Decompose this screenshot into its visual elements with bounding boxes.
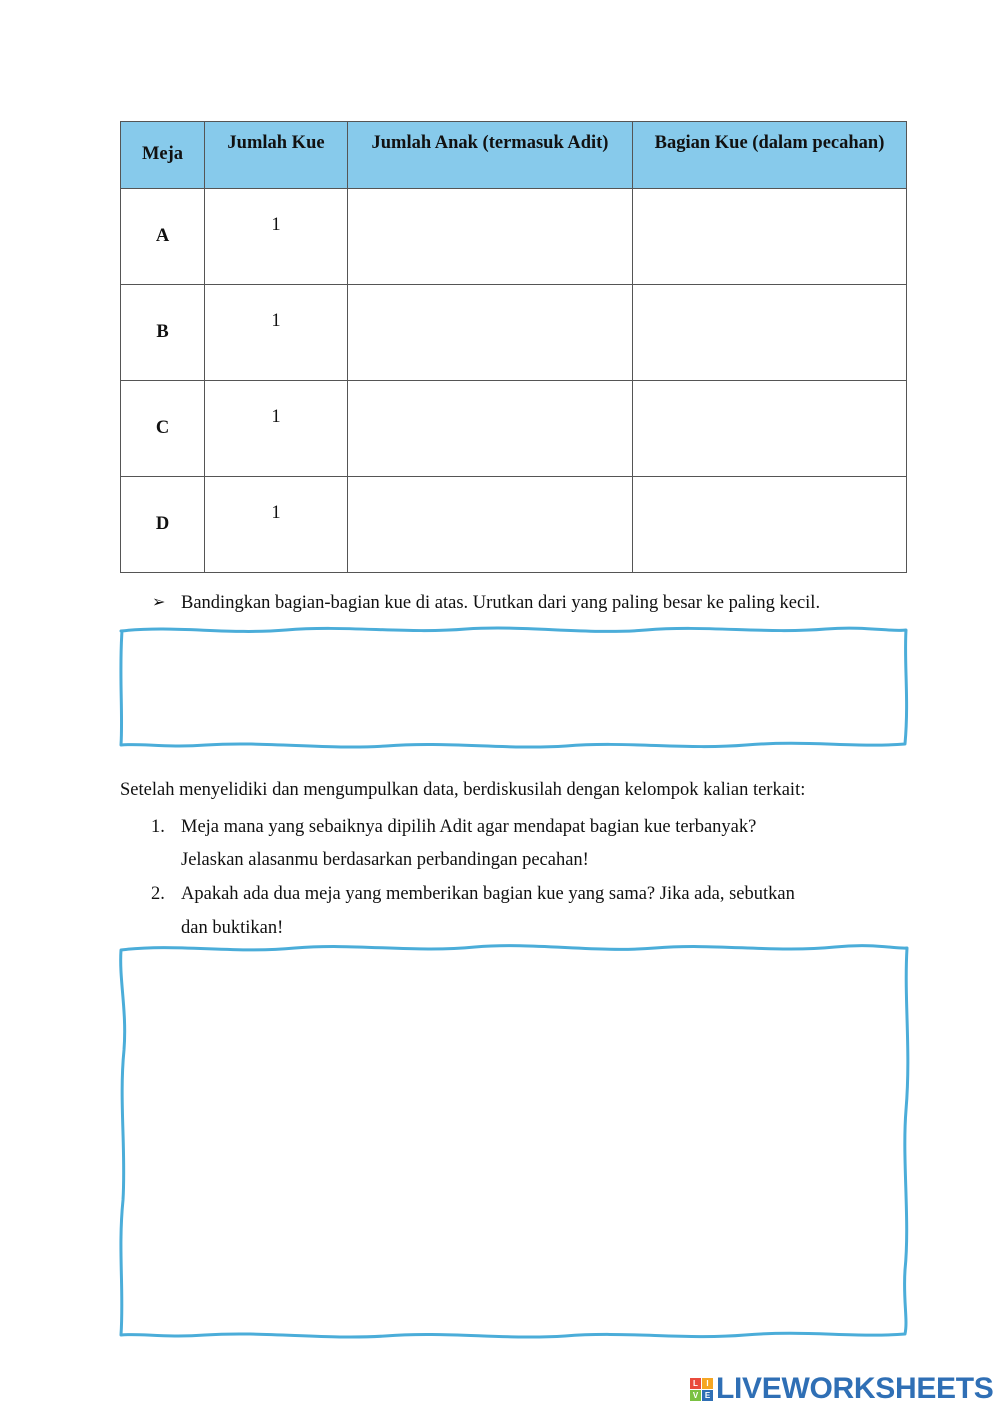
- meja-cell: A: [121, 189, 205, 285]
- bagian-kue-cell: [633, 477, 907, 573]
- instruction-text: Bandingkan bagian-bagian kue di atas. Urutkan dari yang paling besar ke paling kecil.: [181, 593, 821, 613]
- data-table: [120, 121, 907, 573]
- arrow-bullet-icon: ➢: [152, 594, 166, 611]
- table-row: [121, 189, 907, 285]
- jumlah-anak-input[interactable]: [348, 189, 632, 284]
- brand-name: LIVEWORKSHEETS: [716, 1372, 994, 1405]
- jumlah-kue-cell: 1: [205, 477, 348, 573]
- logo-tile: V: [690, 1390, 701, 1401]
- bagian-kue-cell: [633, 381, 907, 477]
- jumlah-anak-cell: [348, 285, 633, 381]
- bagian-kue-input[interactable]: [633, 477, 906, 572]
- logo-tile: L: [690, 1378, 701, 1389]
- table-row: [121, 285, 907, 381]
- ranking-answer-input[interactable]: [130, 636, 900, 742]
- jumlah-kue-cell: 1: [205, 285, 348, 381]
- header-jumlah-kue: Jumlah Kue: [205, 122, 348, 189]
- jumlah-anak-input[interactable]: [348, 381, 632, 476]
- logo-tile: I: [702, 1378, 713, 1389]
- jumlah-kue-cell: 1: [205, 189, 348, 285]
- bagian-kue-input[interactable]: [633, 189, 906, 284]
- meja-cell: D: [121, 477, 205, 573]
- jumlah-anak-input[interactable]: [348, 477, 632, 572]
- bagian-kue-input[interactable]: [633, 285, 906, 380]
- table-row: [121, 381, 907, 477]
- jumlah-anak-input[interactable]: [348, 285, 632, 380]
- liveworksheets-icon: [690, 1378, 713, 1401]
- jumlah-anak-cell: [348, 477, 633, 573]
- bagian-kue-input[interactable]: [633, 381, 906, 476]
- question-2-line-1: Apakah ada dua meja yang memberikan bagian kue yang sama? Jika ada, sebutkan: [181, 884, 795, 904]
- bagian-kue-cell: [633, 285, 907, 381]
- liveworksheets-logo: [690, 1373, 994, 1405]
- jumlah-kue-cell: 1: [205, 381, 348, 477]
- discussion-intro: Setelah menyelidiki dan mengumpulkan data, berdiskusilah dengan kelompok kalian terkait:: [120, 780, 806, 800]
- question-2-line-2: dan buktikan!: [181, 918, 284, 938]
- header-meja: Meja: [121, 122, 205, 189]
- discussion-answer-input[interactable]: [130, 956, 904, 1330]
- bagian-kue-cell: [633, 189, 907, 285]
- question-2-number: 2.: [151, 884, 165, 904]
- jumlah-anak-cell: [348, 189, 633, 285]
- question-1-line-2: Jelaskan alasanmu berdasarkan perbandingan pecahan!: [181, 850, 589, 870]
- question-1-number: 1.: [151, 817, 165, 837]
- jumlah-anak-cell: [348, 381, 633, 477]
- header-bagian-kue: Bagian Kue (dalam pecahan): [633, 122, 907, 189]
- logo-tile: E: [702, 1390, 713, 1401]
- meja-cell: C: [121, 381, 205, 477]
- header-jumlah-anak: Jumlah Anak (termasuk Adit): [348, 122, 633, 189]
- table-header-row: [121, 122, 907, 189]
- meja-cell: B: [121, 285, 205, 381]
- table-row: [121, 477, 907, 573]
- question-1-line-1: Meja mana yang sebaiknya dipilih Adit agar mendapat bagian kue terbanyak?: [181, 817, 757, 837]
